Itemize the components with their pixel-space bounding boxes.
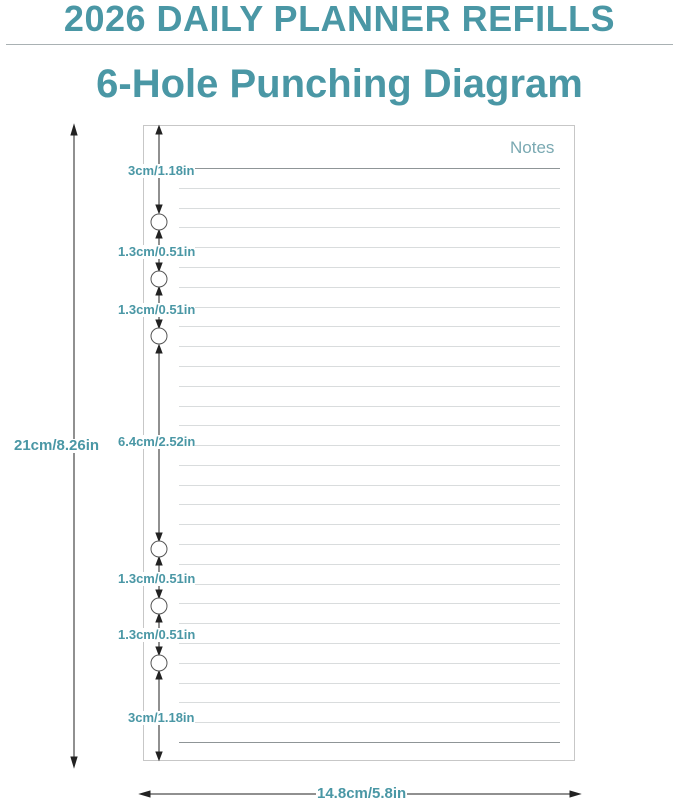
punch-hole (151, 655, 167, 671)
diagram-subtitle: 6-Hole Punching Diagram (96, 62, 583, 106)
width-label: 14.8cm/5.8in (317, 785, 407, 802)
arrow-head (156, 230, 162, 238)
arrow-head (156, 320, 162, 328)
hole-gap-1-label: 1.3cm/0.51in (118, 244, 196, 259)
punch-hole (151, 541, 167, 557)
arrow-head (156, 345, 162, 353)
height-label: 21cm/8.26in (14, 437, 100, 454)
bottom-margin-label: 3cm/1.18in (128, 710, 195, 725)
arrow-head (156, 533, 162, 541)
arrow-head (570, 791, 580, 797)
arrow-head (156, 590, 162, 598)
hole-gap-4-label: 1.3cm/0.51in (118, 627, 196, 642)
arrow-head (140, 791, 150, 797)
punch-hole (151, 598, 167, 614)
hole-gap-3-label: 1.3cm/0.51in (118, 571, 196, 586)
arrow-head (156, 647, 162, 655)
punch-hole (151, 214, 167, 230)
notes-label: Notes (510, 138, 555, 157)
arrow-head (156, 671, 162, 679)
arrow-head (156, 263, 162, 271)
arrow-head (156, 205, 162, 213)
arrow-head (156, 126, 162, 134)
arrow-head (156, 752, 162, 760)
planner-title: 2026 DAILY PLANNER REFILLS (63, 0, 616, 39)
middle-gap-label: 6.4cm/2.52in (118, 434, 196, 449)
arrow-head (71, 757, 77, 767)
hole-gap-2-label: 1.3cm/0.51in (118, 302, 196, 317)
arrow-head (156, 614, 162, 622)
arrow-head (71, 125, 77, 135)
top-margin-label: 3cm/1.18in (128, 163, 195, 178)
arrow-head (156, 557, 162, 565)
punch-hole (151, 328, 167, 344)
punch-hole (151, 271, 167, 287)
ruled-lines (172, 169, 560, 743)
arrow-head (156, 287, 162, 295)
